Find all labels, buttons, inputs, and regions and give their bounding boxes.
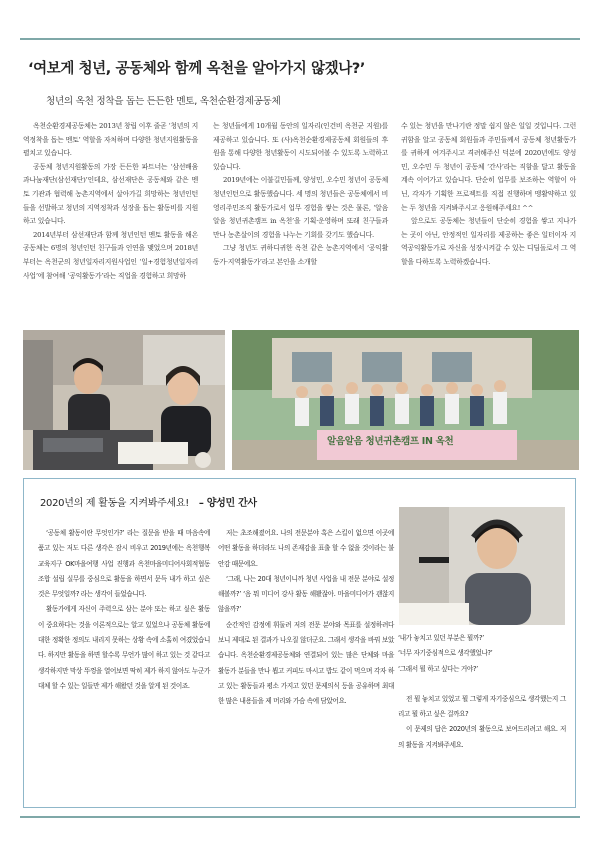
interview-title [40,494,257,509]
paragraph: ‘너무 자기중심적으로 생각했었나?’ [398,649,493,658]
article-title: ‘여보게 청년, 공동체와 함께 옥천을 알아가지 않겠나?’ [28,61,365,77]
interview-headline: 2020년의 제 활동을 지켜봐주세요! [40,498,189,509]
portrait-photo [399,507,565,625]
paragraph: 순간적인 감정에 휘둘려 저의 전문 분야와 목표를 설정하려다보니 제대로 된 결과가 나오질 않더군요. 그래서 생각을 바꿔 보았습니다. 옥천순환경제공동체와 연결되어 있는 많은 단체와 마을 활동가 분들을 만나 뵙고 커피도 마시고 밥도 같이 먹으며 각자 하고 있는 활동들과 평소 가지고 있던 문제의식 등을 공유하며 최대한 많은 내용들을 제 머리와 가슴 속에 담았어요. [218,620,394,706]
paragraph: 활동가에게 자신이 주력으로 삼는 분야 또는 하고 싶은 활동이 중요하다는 것을 이론적으로는 알고 있었으나 공동체 활동에 대한 정확한 정의도 내리지 못하는 상황 속에 소홀히 여겼었습니다. 하지만 활동을 하면 할수록 무언가 많이 하고 있는 것 같다고 생각하지만 막상 뚜껑을 열어보면 딱히 제가 하지 않아도 누군가 대체 할 수 있는 일들만 제가 해왔던 것을 알게 된 것이죠. [38,605,210,690]
paragraph: 앞으로도 공동체는 청년들이 단순히 경험을 쌓고 지나가는 곳이 아닌, 안정적인 일자리를 제공하는 좋은 일터이자 지역공익활동가로 자신을 성장시켜갈 수 있는 디딤돌로서 그 역할을 다하도록 노력하겠습니다. [401,217,576,266]
paragraph: ‘그래, 나는 20대 청년이니까 청년 사업을 내 전문 분야로 설정해볼까?’ ‘음 뭐 미디어 강사 활동 해봤잖아. 마을미디어가 괜찮지 않을까?’ [218,574,394,614]
interview-column-2 [218,526,394,710]
top-rule [20,38,580,40]
article-subtitle: 청년의 옥천 정착을 돕는 든든한 멘토, 옥천순환경제공동체 [46,96,281,107]
paragraph: 전 뭘 놓치고 있었고 뭘 그렇게 자기중심으로 생각했는지 그리고 뭘 하고 싶은 걸까요? [398,694,566,719]
paragraph: 옥천순환경제공동체는 2013년 창립 이후 줄곧 ‘청년의 지역정착을 돕는 멘토’ 역할을 자처하며 다양한 청년지원활동을 펼치고 있습니다. [23,122,198,158]
paragraph: 그냥 청년도 귀하디귀한 옥천 같은 농촌지역에서 ‘공익활동가·지역활동가’라고 본인을 소개할 [213,244,388,266]
body-column-2 [213,120,388,270]
studio-photo [23,330,225,470]
body-column-3 [401,120,576,270]
paragraph: ‘공동체 활동이란 무엇인가?’ 라는 질문을 받을 때 마음속에 품고 있는 저도 다른 생각은 잠시 비우고 2019년에는 옥천행복교육지구 OK마을여행 사업 진행과 옥천마을미디어사회적협동조합 설립 실무를 중심으로 활동을 하면서 문득 내가 하고 싶은 것은 무엇일까? 라는 생각이 들었습니다. [38,529,210,599]
paragraph: 수 있는 청년을 만나기란 정말 쉽지 않은 일일 것입니다. 그런 귀함을 알고 공동체 회원들과 주민들께서 공동체 청년활동가를 귀하게 여겨주시고 격려해주신 덕분에 2020년에도 양성민, 오수민 두 청년이 공동체 ‘간사’라는 직함을 달고 활동을 계속 이어가고 있습니다. 단순히 업무를 보조하는 역할이 아닌, 각자가 기획한 프로젝트를 직접 진행하며 맹활약하고 있는 두 청년을 지켜봐주시고 응원해주세요! ^^ [401,122,576,212]
paragraph: 저는 초조해졌어요. 나의 전문분야 혹은 스킬이 없으면 이곳에 어떤 활동을 하더라도 나의 존재감을 표출 할 수 없을 것이라는 불안감 때문에요. [218,529,394,568]
paragraph: 이 문제의 답은 2020년의 활동으로 보여드리려고 해요. 저의 활동을 지켜봐주세요. [398,725,566,749]
interview-column-1 [38,526,210,694]
interview-column-3 [398,631,566,753]
paragraph: 2014년부터 삼선재단과 함께 청년인턴 멘토 활동을 해온 공동체는 6명의 청년인턴 친구들과 인연을 맺었으며 2018년부터는 옥천군의 청년일자리지원사업인 ‘일+경험청년일자리사업’에 참여해 ‘공익활동가’라는 직업을 경험하고 희망하 [23,230,198,280]
camp-banner-text: 알음알음 청년귀촌캠프 IN 옥천 [327,436,454,447]
paragraph: ‘내가 놓치고 있던 부분은 뭘까?’ [398,634,484,642]
body-column-1 [23,120,198,283]
group-photo [232,330,579,470]
interview-byline: – 양성민 간사 [198,498,257,509]
paragraph: 공동체 청년지원활동의 가장 든든한 파트너는 ‘삼선배움과나눔재단(삼선재단)’인데요, 삼선재단은 공동체와 같은 멘토 기관과 협력해 농촌지역에서 살아가길 희망하는 청년인턴들을 선발하고 청년의 지역정착과 성장을 돕는 활동비를 지원하고 있습니다. [23,162,198,226]
paragraph: 2019년에는 이불길민들께, 양성민, 오수민 청년이 공동체 청년인턴으로 활동했습니다. 세 명의 청년들은 공동체에서 비영리주민조직 활동가로서 업무 경험을 쌓는 것은 물론, ‘알음알음 청년귀촌캠프 in 옥천’을 기획·운영하며 또래 친구들과 만나 농촌살이의 경험을 나누는 기회를 갖기도 했습니다. [213,176,388,239]
bottom-rule [20,816,580,818]
paragraph: 는 청년들에게 10개월 동안의 일자리(인건비 옥천군 지원)를 제공하고 있습니다. 또 (사)옥천순환경제공동체 회원들의 후원을 통해 다양한 청년활동이 시도되어볼 수 있도록 노력하고 있습니다. [213,122,388,171]
paragraph: ‘그래서 뭘 하고 싶다는 거야?’ [398,664,478,673]
